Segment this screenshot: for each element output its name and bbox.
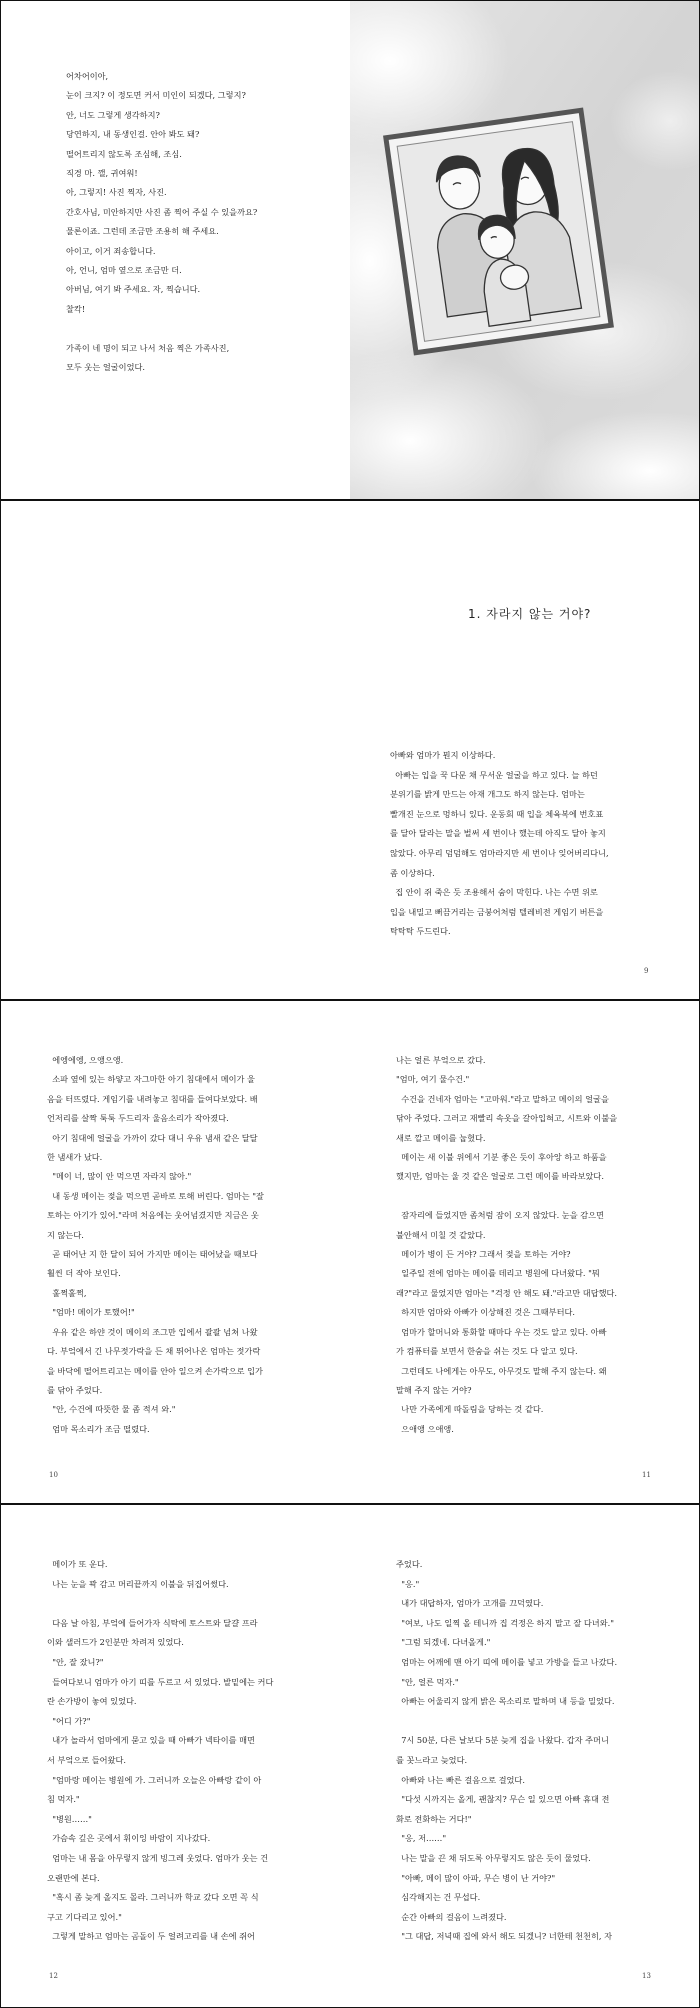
text-line [396,1187,617,1206]
text-line: 으애앵 으애앵. [396,1423,454,1434]
text-line: 엄마는 내 몸을 아무렇지 않게 빙그레 웃었다. 엄마가 웃는 건 [47,1852,269,1863]
text-line: 엄마 목소리가 조금 떨렸다. [47,1423,150,1434]
text-line: 훨씬 더 작아 보인다. [47,1268,121,1279]
text-line: 떨어트리지 않도록 조심해, 조심. [66,148,182,159]
text-line: 물론이죠. 그런데 조금만 조용히 해 주세요. [66,226,219,237]
page-number: 13 [642,1972,651,1980]
text-line: "그 대답, 저녁때 집에 와서 해도 되겠니? 너한테 천천히, 자 [396,1931,612,1942]
text-line: 메이가 또 운다. [47,1559,108,1569]
text-line: 서 부엌으로 들어왔다. [47,1754,126,1765]
text-line: 말해 주지 않는 거야? [396,1384,472,1395]
text-line: 어차어이아, [66,71,109,81]
book-spread-1 [0,0,700,500]
text-line [66,319,257,338]
dialogue-text [66,67,257,378]
body-text-left [47,1555,273,1947]
text-line: "병원……" [47,1813,92,1824]
text-line: 입을 내밀고 뻐끔거리는 금붕어처럼 텔레비전 게임기 버튼을 [390,906,604,917]
text-line: 심각해지는 건 무섭다. [396,1892,481,1903]
text-line: 에엥에엥, 으앵으앵. [47,1055,124,1065]
text-line: 새로 깔고 메이를 눕혔다. [396,1132,486,1143]
text-line: 가슴속 깊은 곳에서 휘이잉 바람이 지나갔다. [47,1833,211,1844]
book-spread-4 [0,1504,700,2008]
text-line: "메이 너, 많이 안 먹으면 자라지 않아." [47,1171,192,1182]
body-text-left [47,1051,264,1439]
text-line: 엄마는 어깨에 맨 아기 띠에 메이를 넣고 가방을 들고 나갔다. [396,1656,618,1667]
page-left-12 [1,1505,350,2007]
text-line: 직경 마. 깰, 귀여워! [66,168,138,179]
text-line: "안, 잘 잤니?" [47,1656,104,1667]
text-line: 란 손가방이 놓여 있었다. [47,1696,137,1707]
page-number: 12 [49,1972,58,1980]
text-line: 아빠는 입을 꾹 다문 채 무서운 얼굴을 하고 있다. 늘 하던 [390,769,598,780]
text-line: 집 안이 쥐 죽은 듯 조용해서 숨이 막힌다. 나는 수면 위로 [390,887,598,898]
text-line: 가 컴퓨터를 보면서 한숨을 쉬는 것도 다 알고 있다. [396,1346,578,1357]
text-line: 우유 같은 하얀 것이 메이의 조그만 입에서 괄괄 넘쳐 나왔 [47,1326,258,1337]
text-line: 토하는 아기가 있어."라며 처음에는 웃어넘겼지만 지금은 웃 [47,1210,259,1221]
text-line: 아빠는 어울리지 않게 밝은 목소리로 말하며 내 등을 밀었다. [396,1696,615,1707]
text-line: 좀 이상하다. [390,867,435,878]
text-line: 가족이 네 명이 되고 나서 처음 찍은 가족사진, [66,342,230,353]
family-photo-illustration [381,106,615,357]
text-line: 한 냄새가 났다. [47,1152,103,1163]
text-line: 그렇게 말하고 엄마는 곰돌이 두 얼려고리를 내 손에 쥐어 [47,1931,255,1942]
text-line: "아빠, 메이 많이 아파, 무슨 병이 난 거야?" [396,1872,556,1883]
text-line: "안, 얼른 먹자." [396,1676,459,1687]
page-left-8 [1,501,350,999]
text-line: "엄마! 메이가 토했어!" [47,1307,135,1318]
text-line: 화로 전화하는 거다!" [396,1813,472,1824]
text-line: "어디 가?" [47,1715,91,1726]
text-line: 지 않는다. [47,1229,84,1240]
text-line: 아이고, 이거 죄송합니다. [66,245,156,256]
text-line: 않았다. 아무리 덤덤해도 엄마라지만 세 번이나 잊어버리다니, [390,847,609,858]
text-line: 나는 얼른 부엌으로 갔다. [396,1055,486,1065]
text-line: 아빠와 엄마가 뭔지 이상하다. [390,750,496,760]
page-right-11 [350,1001,699,1503]
text-line: 내가 대답하자, 엄마가 고개를 끄덕였다. [396,1598,544,1609]
page-right-13 [350,1505,699,2007]
text-line: "엄마랑 메이는 병원에 가. 그러니까 오늘은 아빠랑 같이 아 [47,1774,262,1785]
text-line: 간호사님, 미안하지만 사진 좀 찍어 주실 수 있을까요? [66,206,258,217]
text-line: 내 동생 메이는 젖을 먹으면 곧바로 토해 버린다. 엄마는 "잘 [47,1190,264,1201]
text-line: 아빠와 나는 빠른 걸음으로 걸었다. [396,1774,525,1785]
text-line: 오랜만에 본다. [47,1872,100,1883]
text-line: 메이는 새 이불 위에서 기분 좋은 듯이 후아앙 하고 하품을 [396,1152,607,1163]
text-line: 했지만, 엄마는 울 것 같은 얼굴로 그런 메이를 바라보았다. [396,1171,604,1182]
page-number: 9 [644,967,649,975]
text-line: 다. 부엌에서 긴 나무젓가락을 든 채 뛰어나온 엄마는 젓가락 [47,1346,261,1357]
text-line: 하지만 엄마와 아빠가 이상해진 것은 그때부터다. [396,1307,576,1318]
text-line: 를 닦아 주었다. [47,1384,103,1395]
text-line: 분위기를 밝게 만드는 아재 개그도 하지 않는다. 엄마는 [390,789,585,800]
page-number: 11 [642,1471,651,1479]
text-line: 이와 샐러드가 2인분만 차려져 있었다. [47,1637,184,1648]
text-line: 주었다. [396,1559,423,1569]
text-line [47,1594,273,1614]
text-line: 수건을 건네자 엄마는 "고마워."라고 말하고 메이의 얼굴을 [396,1093,609,1104]
text-line: 메이가 병이 든 거야? 그래서 젖을 토하는 거야? [396,1249,571,1260]
text-line: 당연하지, 내 동생인걸. 안아 봐도 돼? [66,129,200,140]
text-line: 아, 그렇지! 사진 찍자, 사진. [66,187,167,198]
page-left-1 [1,1,350,499]
text-line: 7시 50분, 다른 날보다 5분 늦게 집을 나왔다. 갑자 주머니 [396,1735,609,1746]
text-line: "응." [396,1578,420,1589]
text-line: 다음 날 아침, 부엌에 들어가자 식탁에 토스트와 달걀 프라 [47,1617,258,1628]
text-line: 빨개진 눈으로 멍하니 있다. 운동회 때 입을 체육복에 번호표 [390,808,604,819]
text-line: 음을 터뜨렸다. 게임기를 내려놓고 침대를 들여다보았다. 배 [47,1093,258,1104]
text-line: 곧 태어난 지 한 달이 되어 가지만 메이는 태어났을 때보다 [47,1249,258,1260]
text-line: 소파 옆에 있는 하얗고 자그마한 아기 침대에서 메이가 울 [47,1074,255,1085]
page-left-10 [1,1001,350,1503]
page-number: 10 [49,1471,58,1479]
text-line: 나는 말을 끈 채 뒤도록 아무렇지도 않은 듯이 물었다. [396,1852,591,1863]
text-line: "안, 수건에 따뜻한 물 좀 적셔 와." [47,1404,176,1415]
text-line: 탁탁탁 두드린다. [390,926,451,937]
book-spread-2 [0,500,700,1000]
text-line: 불안해서 미칠 것 같았다. [396,1229,486,1240]
chapter-title: 1. 자라지 않는 거야? [468,607,592,621]
chapter-body-text [390,746,609,942]
text-line: "혹시 좀 늦게 올지도 몰라. 그러니까 학교 갔다 오면 꼭 식 [47,1892,259,1903]
page-right-9 [350,501,699,999]
text-line: 구고 기다리고 있어." [47,1911,122,1922]
text-line: 아버님, 여기 봐 주세요. 자, 찍습니다. [66,284,201,295]
text-line: "응, 저……" [396,1833,447,1844]
text-line: 내가 놀라서 엄마에게 묻고 있을 때 아빠가 넥타이를 매면 [47,1735,255,1746]
text-line: 아기 침대에 얼굴을 가까이 갔다 대니 우유 냄새 같은 달달 [47,1132,258,1143]
body-text-right [396,1051,617,1439]
text-line: 일주일 전에 엄마는 메이를 데리고 병원에 다녀왔다. "뭐 [396,1268,600,1279]
text-line: 침 먹자." [47,1794,80,1805]
text-line: 잠자리에 들었지만 좀처럼 잠이 오지 않았다. 눈을 감으면 [396,1210,604,1221]
text-line: 찰칵! [66,303,86,314]
text-line: 엄마가 할머니와 통화할 때마다 우는 것도 알고 있다. 아빠 [396,1326,607,1337]
text-line: 을 바닥에 떨어트리고는 메이를 안아 일으켜 손가락으로 입가 [47,1365,263,1376]
text-line: 안, 너도 그렇게 생각하지? [66,109,160,120]
text-line: "여보, 나도 일찍 올 테니까 집 걱정은 하지 말고 잘 다녀와." [396,1617,614,1628]
text-line: "그럼 되겠네. 다녀올게." [396,1637,491,1648]
text-line: 아, 언니, 엄마 옆으로 조금만 더. [66,265,182,276]
text-line: 들여다보니 엄마가 아기 띠를 두르고 서 있었다. 발밑에는 커다 [47,1676,274,1687]
text-line: 순간 아빠의 걸음이 느려졌다. [396,1911,507,1922]
text-line: 를 꼿느라고 늦었다. [396,1754,468,1765]
text-line: 훌쩍훌쩍, [47,1287,87,1298]
text-line: 나는 눈을 꽉 감고 머리끝까지 이불을 뒤집어썼다. [47,1578,229,1589]
body-text-right [396,1555,617,1947]
book-spread-3 [0,1000,700,1504]
text-line: 그런데도 나에게는 아무도, 아무것도 말해 주지 않는다. 왜 [396,1365,607,1376]
text-line: "다섯 시까지는 올게, 괜찮지? 무슨 일 있으면 아빠 휴대 전 [396,1794,610,1805]
text-line: 언저리를 살짝 툭툭 두드리자 울음소리가 작아졌다. [47,1113,229,1124]
text-line: 나만 가족에게 따돌림을 당하는 것 같다. [396,1404,544,1415]
text-line: 모두 웃는 얼굴이었다. [66,362,145,373]
text-line: 눈이 크지? 이 정도면 커서 미인이 되겠다, 그렇지? [66,90,246,101]
text-line: 를 달아 달라는 말을 벌써 세 번이나 했는데 아직도 달아 놓지 [390,828,606,839]
text-line: 래?"라고 물었지만 엄마는 "걱정 안 해도 돼."라고만 대답했다. [396,1287,618,1298]
text-line: 닦아 주었다. 그러고 재빨리 속옷을 갈아입혀고, 시트와 이불을 [396,1113,618,1124]
text-line [396,1712,617,1732]
text-line: "엄마, 여기 물수건." [396,1074,470,1085]
